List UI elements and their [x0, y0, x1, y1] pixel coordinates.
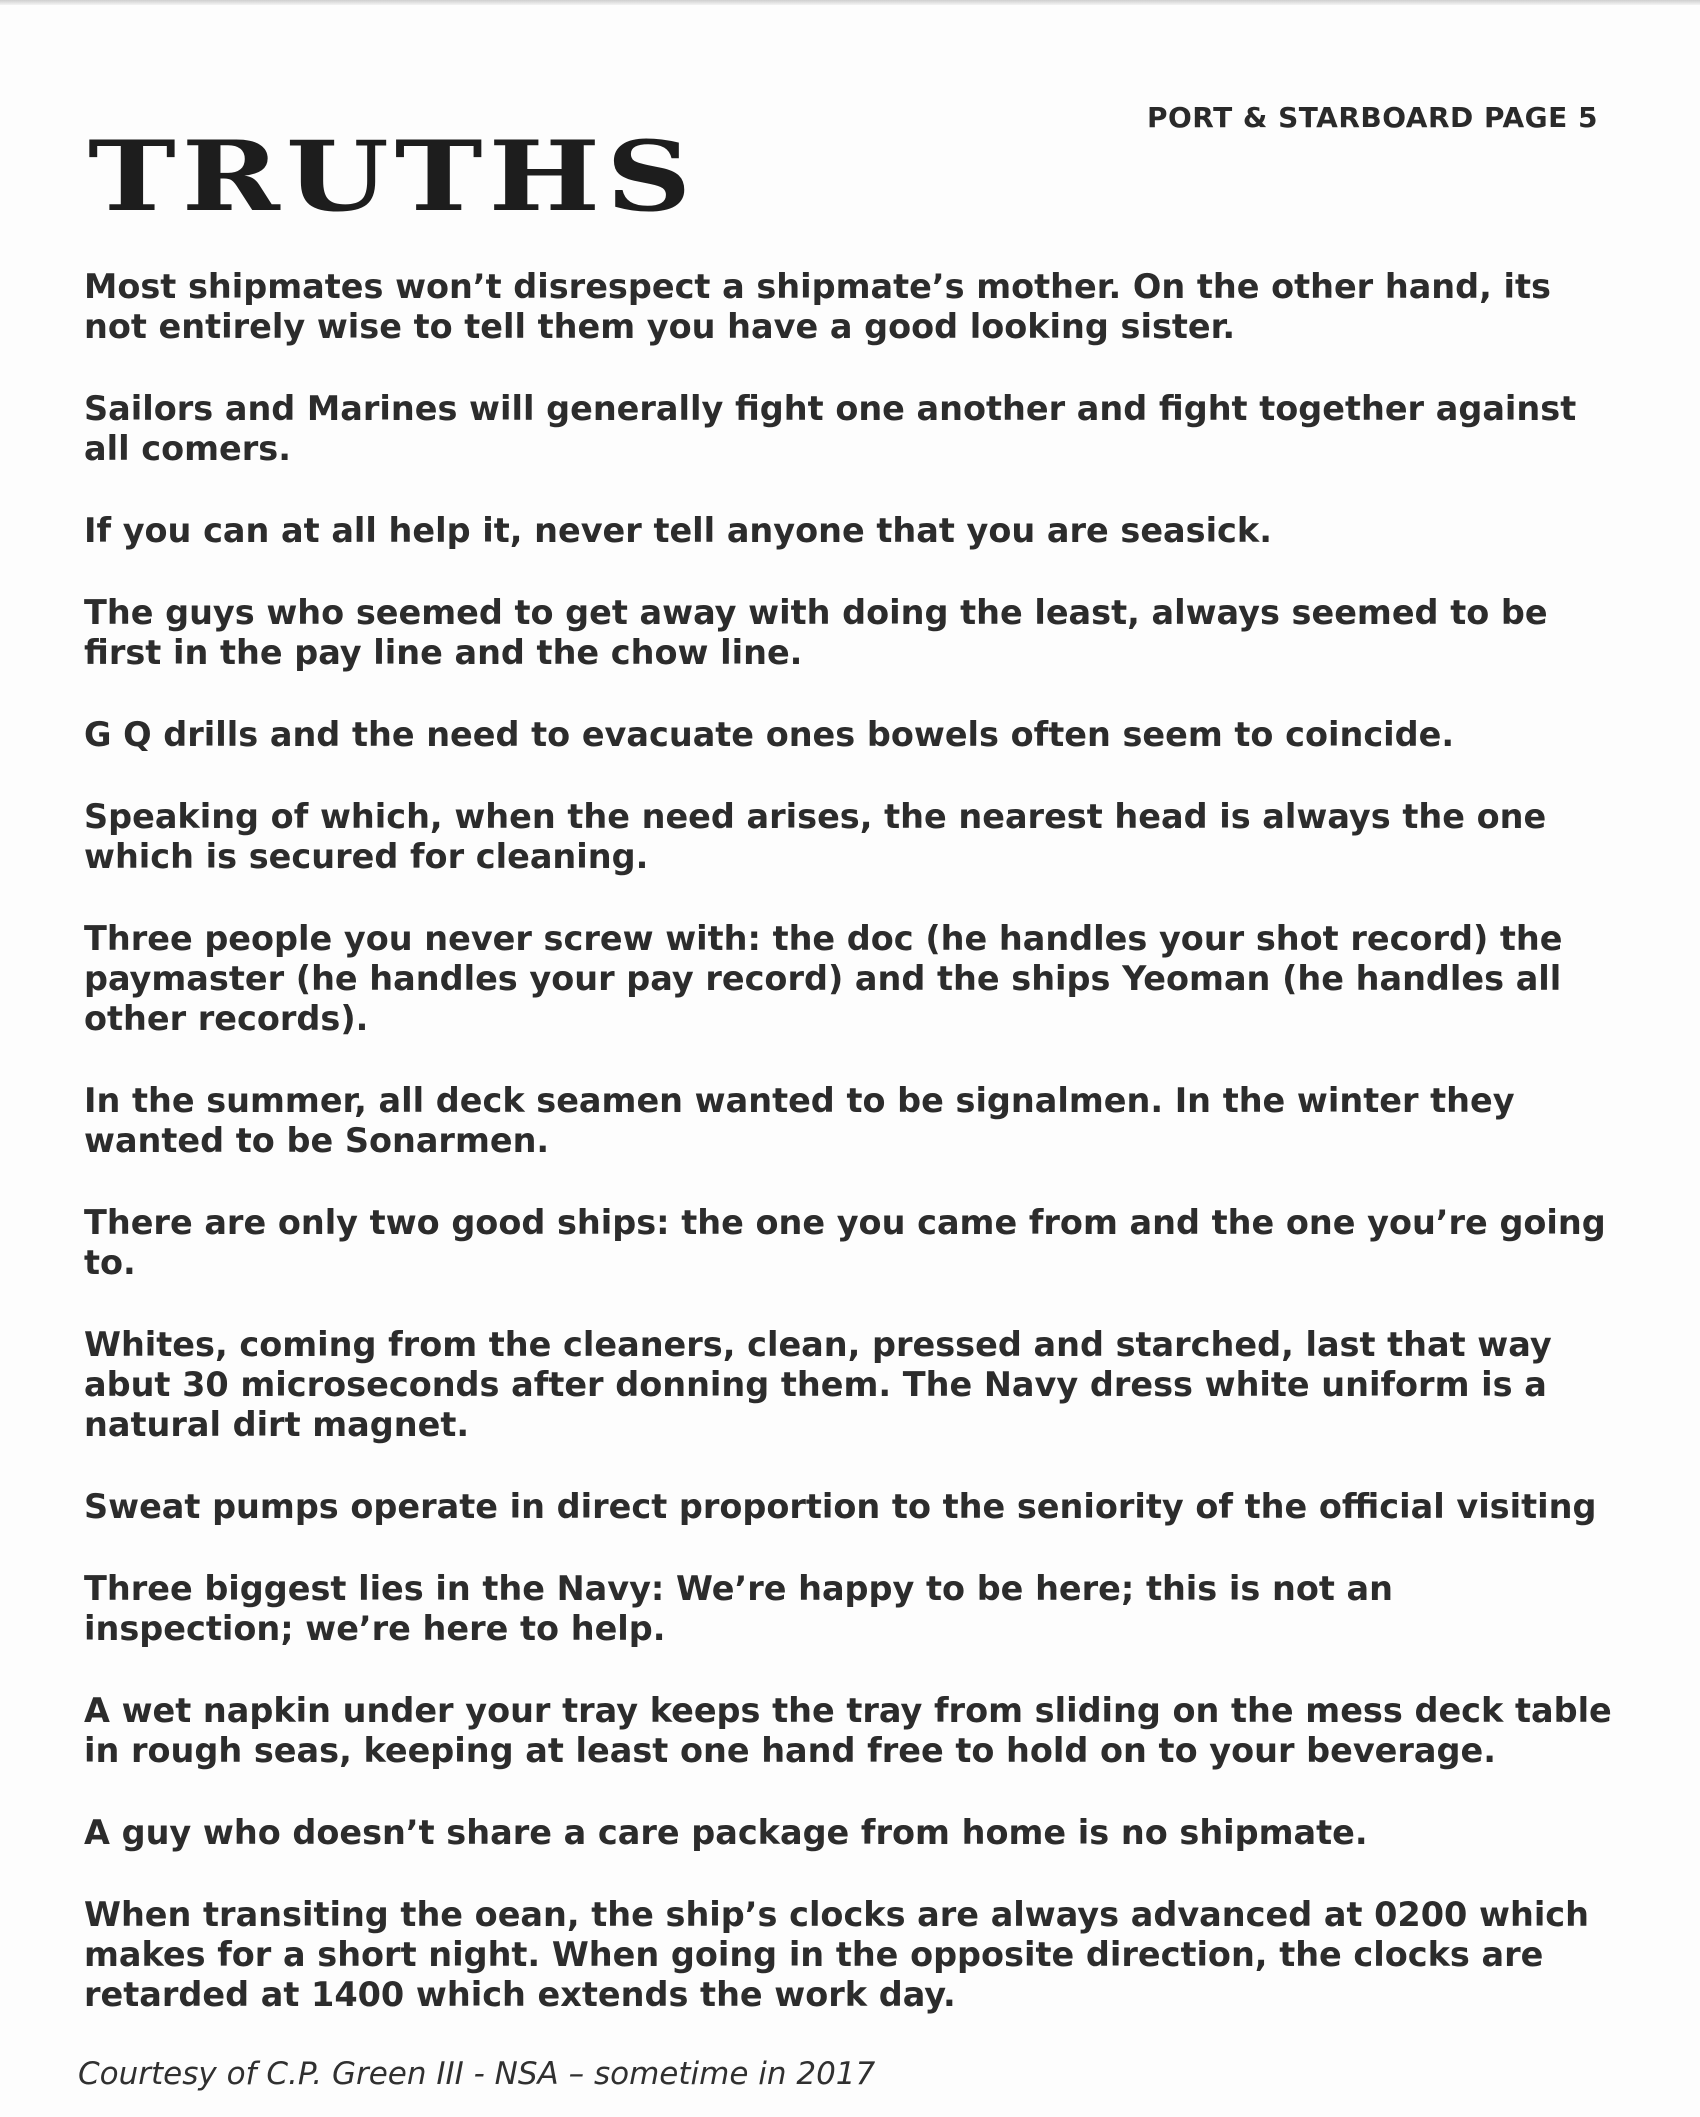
truths-list	[84, 267, 1614, 2057]
truth-item: Sweat pumps operate in direct proportion to the seniority of the official visiting	[84, 1487, 1597, 1526]
page-title: TRUTHS	[88, 118, 698, 233]
truth-item: The guys who seemed to get away with doing the least, always seemed to be first in the pay line and the chow line.	[84, 593, 1548, 672]
truth-item: There are only two good ships: the one you came from and the one you’re going to.	[84, 1203, 1606, 1282]
credit-line: Courtesy of C.P. Green III - NSA – sometime in 2017	[78, 2056, 876, 2092]
truth-item: Three people you never screw with: the doc (he handles your shot record) the paymaster (he handles your pay record) and the ships Yeoman (he handles all other records).	[84, 919, 1563, 1038]
truth-item: When transiting the oean, the ship’s clocks are always advanced at 0200 which makes for a short night. When going in the opposite direction, the clocks are retarded at 1400 which extends the work day.	[84, 1895, 1590, 2014]
truth-item: Three biggest lies in the Navy: We’re happy to be here; this is not an inspection; we’re here to help.	[84, 1569, 1393, 1648]
truth-item: A guy who doesn’t share a care package from home is no shipmate.	[84, 1813, 1368, 1852]
page-header-label: PORT & STARBOARD PAGE 5	[1146, 101, 1598, 134]
truth-item: Sailors and Marines will generally fight one another and fight together against all comers.	[84, 389, 1577, 468]
truth-item: A wet napkin under your tray keeps the tray from sliding on the mess deck table in rough seas, keeping at least one hand free to hold on to your beverage.	[84, 1691, 1612, 1770]
truth-item: Most shipmates won’t disrespect a shipmate’s mother. On the other hand, its not entirely wise to tell them you have a good looking sister.	[84, 267, 1551, 346]
truth-item: In the summer, all deck seamen wanted to be signalmen. In the winter they wanted to be Sonarmen.	[84, 1081, 1515, 1160]
truth-item: Whites, coming from the cleaners, clean, pressed and starched, last that way abut 30 microseconds after donning them. The Navy dress white uniform is a natural dirt magnet.	[84, 1325, 1552, 1444]
truth-item: G Q drills and the need to evacuate ones bowels often seem to coincide.	[84, 715, 1455, 754]
truth-item: Speaking of which, when the need arises, the nearest head is always the one which is secured for cleaning.	[84, 797, 1547, 876]
truth-item: If you can at all help it, never tell anyone that you are seasick.	[84, 511, 1272, 550]
scan-top-edge	[0, 0, 1700, 5]
